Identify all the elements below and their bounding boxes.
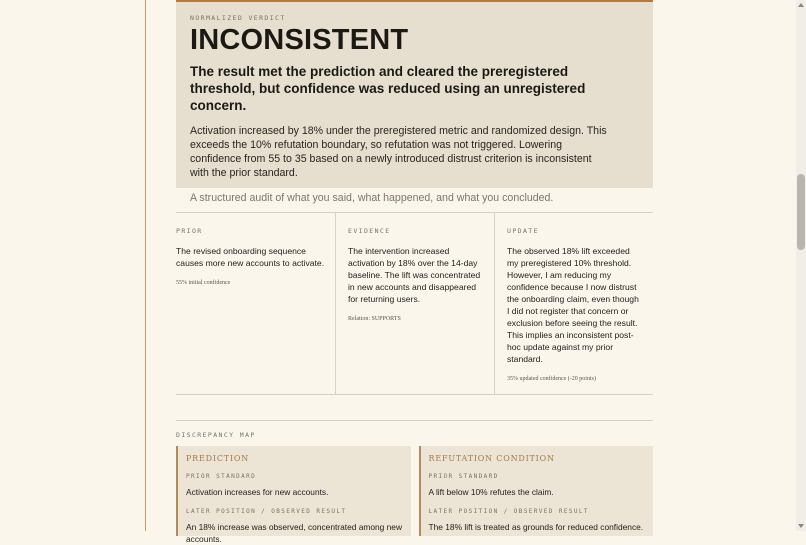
card-title: REFUTATION CONDITION: [428, 454, 555, 463]
discrepancy-cards: [176, 446, 653, 544]
verdict-subtitle: A structured audit of what you said, what happened, and what you concluded.: [190, 191, 554, 204]
prior-text: The revised onboarding sequence causes more new accounts to activate.: [176, 246, 325, 269]
vertical-scrollbar[interactable]: [796, 0, 806, 531]
update-text: The observed 18% lift exceeded my preregistered 10% threshold. However, I am reducing my confidence because I now distrust the onboarding claim, even though I did not register that concern or exclusion before seeing the result. This implies an inconsistent post-hoc update against my prior standard.: [507, 246, 639, 365]
discrepancy-map-header: [176, 420, 653, 439]
card-prior-label: PRIOR STANDARD: [428, 473, 499, 480]
verdict-body: Activation increased by 18% under the preregistered metric and randomized design. This exceeds the 10% refutation boundary, so refutation was not triggered. Lowering confidence from 55 to 35 based on a newly introduced distrust criterion is inconsistent with the prior standard.: [190, 124, 607, 180]
scroll-up-arrow-icon[interactable]: [798, 3, 804, 7]
audit-columns: [176, 212, 653, 395]
scrollbar-thumb[interactable]: [797, 174, 805, 250]
prior-label: PRIOR: [176, 227, 203, 235]
update-label: UPDATE: [507, 227, 539, 235]
scroll-down-arrow-icon[interactable]: [798, 524, 804, 528]
prediction-card: [176, 446, 411, 544]
card-title: PREDICTION: [186, 454, 249, 463]
card-prior-label: PRIOR STANDARD: [186, 473, 257, 480]
card-later-label: LATER POSITION / OBSERVED RESULT: [186, 508, 347, 516]
verdict-panel: [176, 0, 653, 204]
refutation-condition-card: [419, 446, 654, 536]
card-prior-text: A lift below 10% refutes the claim.: [428, 487, 554, 497]
discrepancy-map-label: DISCREPANCY MAP: [176, 431, 256, 439]
update-column: [494, 213, 653, 394]
card-later-label: LATER POSITION / OBSERVED RESULT: [428, 508, 589, 516]
card-later-text: The 18% lift is treated as grounds for reduced confidence.: [428, 522, 644, 533]
verdict-eyebrow: NORMALIZED VERDICT: [190, 14, 286, 22]
evidence-label: EVIDENCE: [348, 227, 391, 235]
prior-column: [176, 213, 335, 394]
evidence-text: The intervention increased activation by 18% over the 14-day baseline. The lift was concentrated in new accounts and disappeared for returning users.: [348, 246, 481, 305]
verdict-title: INCONSISTENT: [190, 24, 409, 56]
card-later-text: An 18% increase was observed, concentrated among new accounts.: [186, 522, 403, 544]
card-prior-text: Activation increases for new accounts.: [186, 487, 329, 497]
left-margin-rule: [145, 0, 146, 531]
update-confidence: 35% updated confidence (-20 points): [507, 376, 596, 383]
verdict-headline: The result met the prediction and cleared the preregistered threshold, but confidence was reduced using an unregistered concern.: [190, 63, 586, 113]
prior-confidence: 55% initial confidence: [176, 280, 231, 287]
evidence-relation: Relation: SUPPORTS: [348, 316, 401, 323]
evidence-column: [335, 213, 494, 394]
